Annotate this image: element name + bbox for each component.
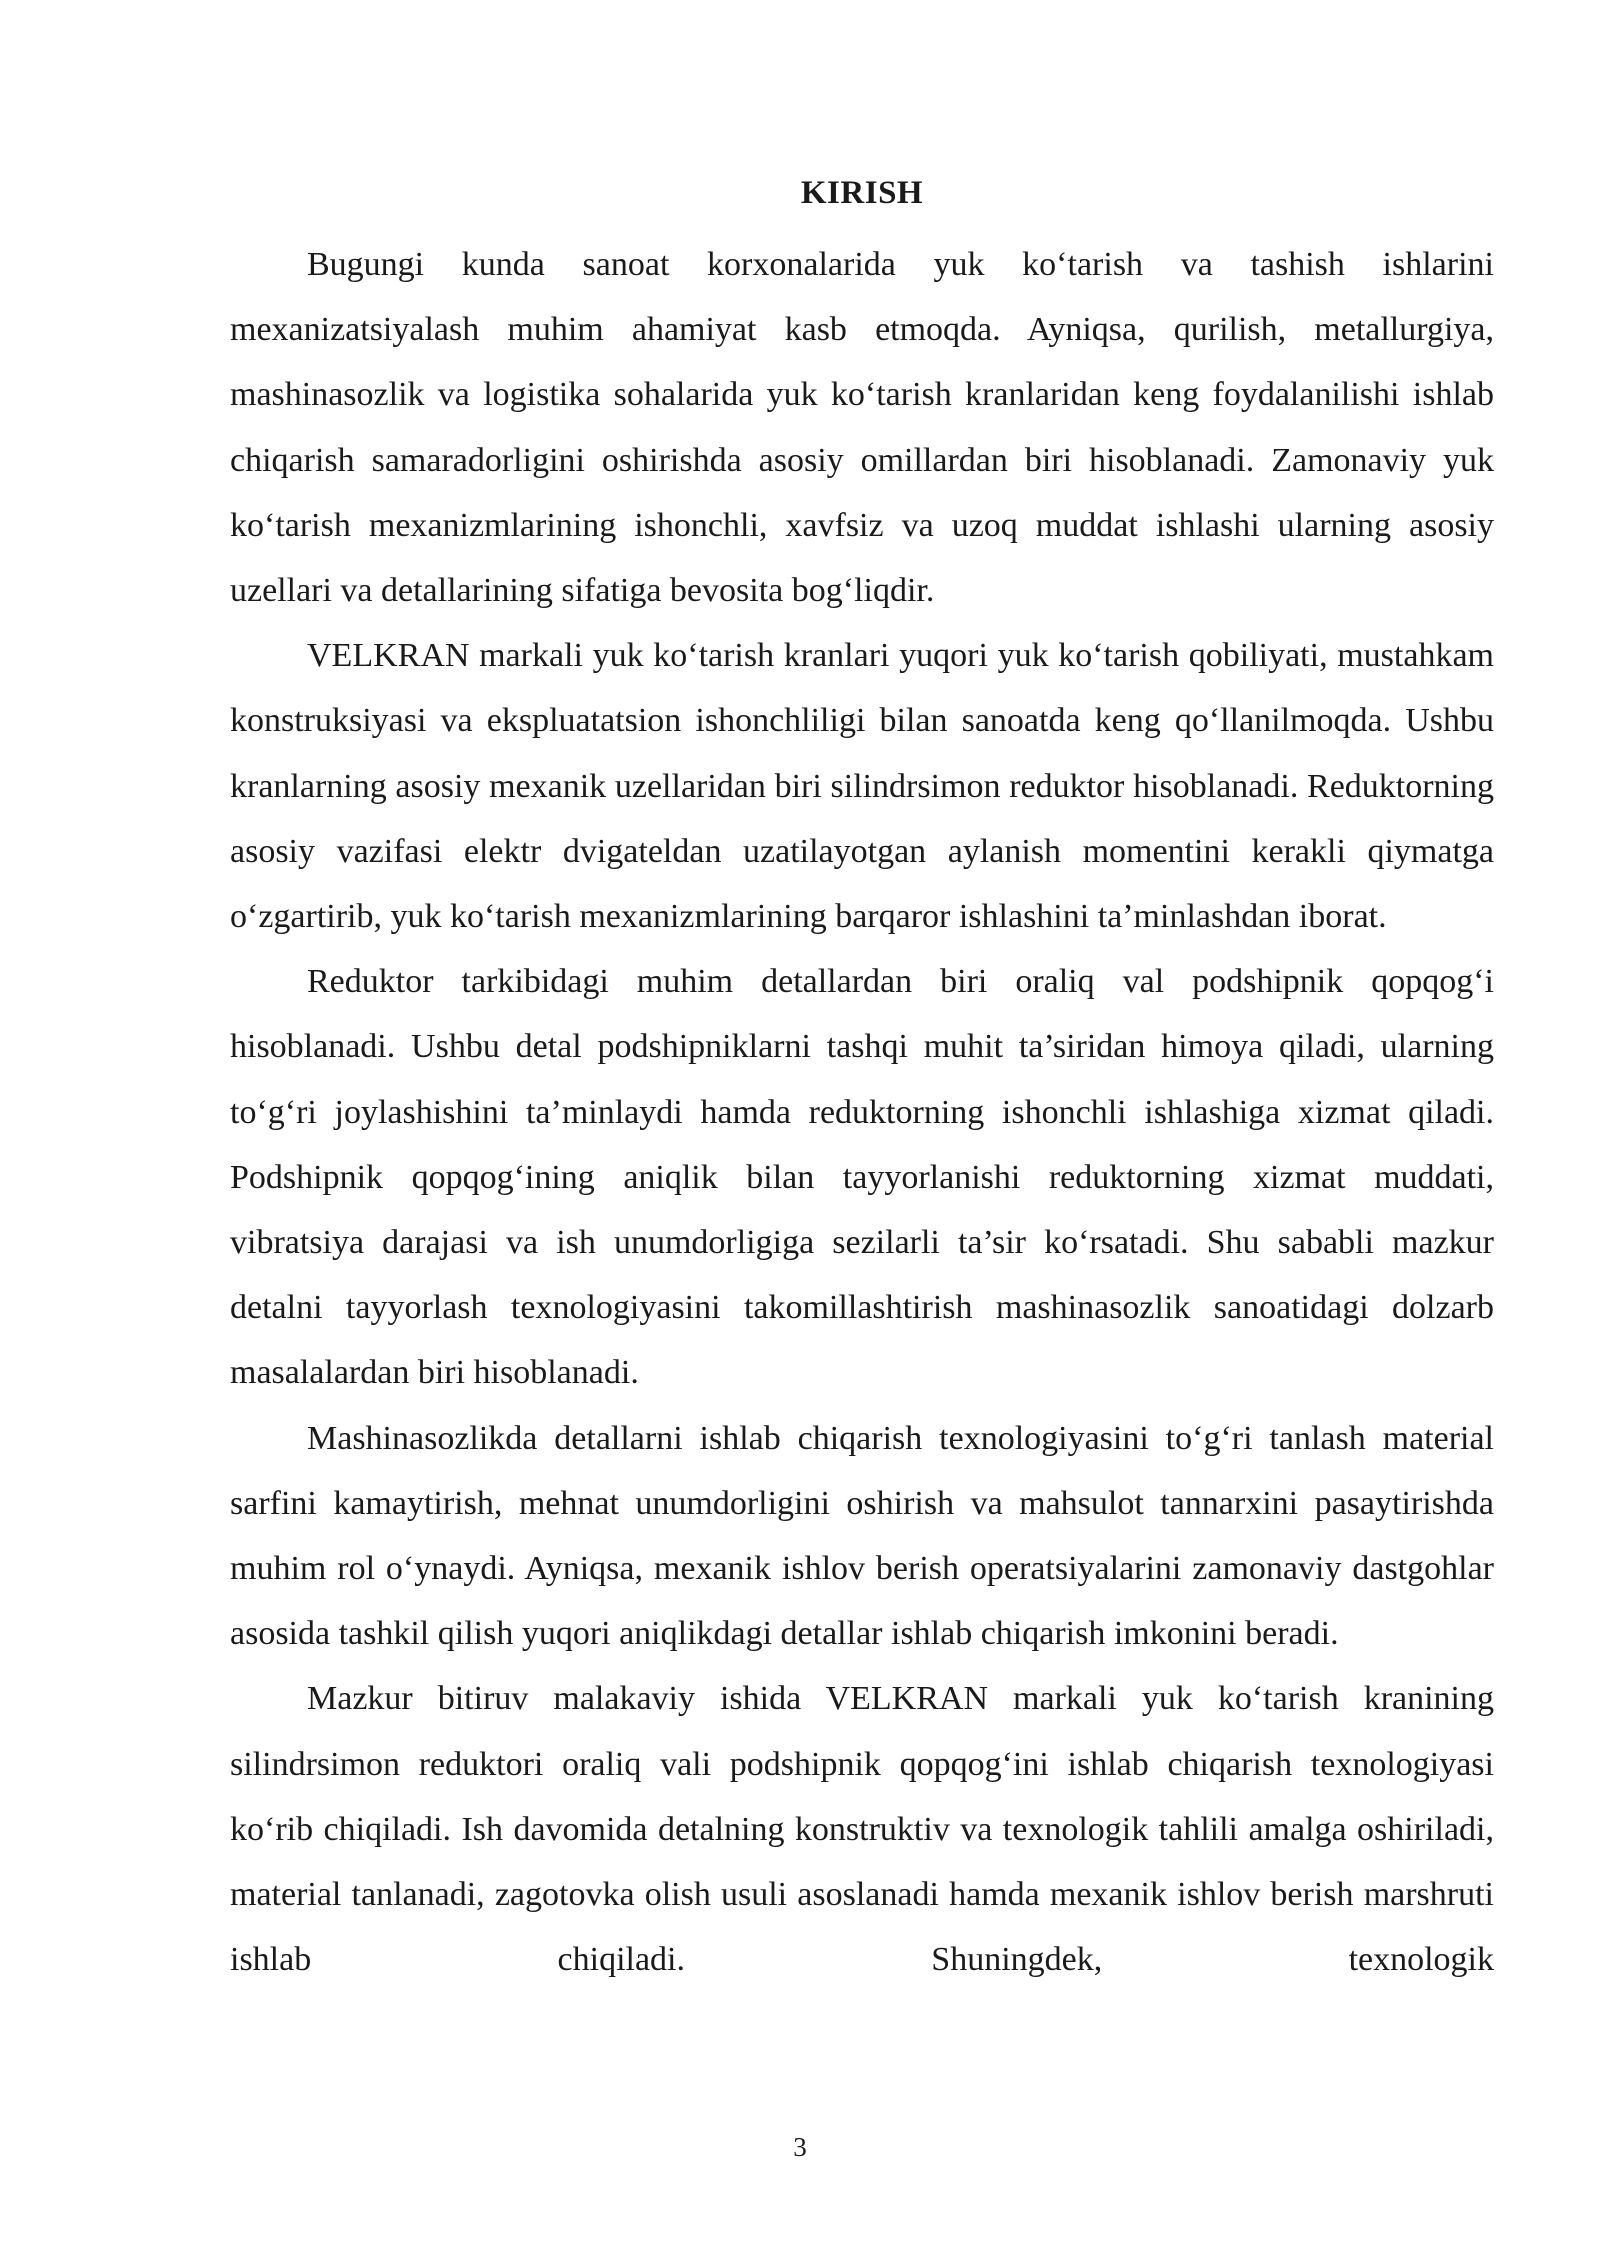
paragraph-3: Reduktor tarkibidagi muhim detallardan biri oraliq val podshipnik qopqog‘i hisoblanadi. Ushbu detal podshipniklarni tashqi muhit ta’siridan himoya qiladi, ularning to‘g‘ri joylashishini ta’minlaydi hamda reduktorning ishonchli ishlashiga xizmat qiladi. Podshipnik qopqog‘ining aniqlik bilan tayyorlanishi reduktorning xizmat muddati, vibratsiya darajasi va ish unumdorligiga sezilarli ta’sir ko‘rsatadi. Shu sababli mazkur detalni tayyorlash texnologiyasini takomillashtirish mashinasozlik sanoatidagi dolzarb masalalardan biri hisoblanadi.: [230, 963, 1494, 1392]
section-heading: KIRISH: [800, 175, 924, 211]
paragraph-4: Mashinasozlikda detallarni ishlab chiqarish texnologiyasini to‘g‘ri tanlash material sarfini kamaytirish, mehnat unumdorligini oshirish va mahsulot tannarxini pasaytirishda muhim rol o‘ynaydi. Ayniqsa, mexanik ishlov berish operatsiyalarini zamonaviy dastgohlar asosida tashkil qilish yuqori aniqlikdagi detallar ishlab chiqarish imkonini beradi.: [230, 1419, 1494, 1653]
paragraph-5: Mazkur bitiruv malakaviy ishida VELKRAN markali yuk ko‘tarish kranining silindrsimon reduktori oraliq vali podshipnik qopqog‘ini ishlab chiqarish texnologiyasi ko‘rib chiqiladi. Ish davomida detalning konstruktiv va texnologik tahlili amalga oshiriladi, material tanlanadi, zagotovka olish usuli asoslanadi hamda mexanik ishlov berish marshruti ishlab chiqiladi. Shuningdek, texnologik: [230, 1680, 1494, 1979]
page-content: [230, 168, 1494, 1992]
page-number: 3: [793, 2132, 807, 2162]
paragraph-2: VELKRAN markali yuk ko‘tarish kranlari yuqori yuk ko‘tarish qobiliyati, mustahkam konstruksiyasi va ekspluatatsion ishonchliligi bilan sanoatda keng qo‘llanilmoqda. Ushbu kranlarning asosiy mexanik uzellaridan biri silindrsimon reduktor hisoblanadi. Reduktorning asosiy vazifasi elektr dvigateldan uzatilayotgan aylanish momentini kerakli qiymatga o‘zgartirib, yuk ko‘tarish mexanizmlarining barqaror ishlashini ta’minlashdan iborat.: [230, 637, 1494, 936]
paragraph-1: Bugungi kunda sanoat korxonalarida yuk ko‘tarish va tashish ishlarini mexanizatsiyalash muhim ahamiyat kasb etmoqda. Ayniqsa, qurilish, metallurgiya, mashinasozlik va logistika sohalarida yuk ko‘tarish kranlaridan keng foydalanilishi ishlab chiqarish samaradorligini oshirishda asosiy omillardan biri hisoblanadi. Zamonaviy yuk ko‘tarish mexanizmlarining ishonchli, xavfsiz va uzoq muddat ishlashi ularning asosiy uzellari va detallarining sifatiga bevosita bog‘liqdir.: [230, 246, 1494, 610]
